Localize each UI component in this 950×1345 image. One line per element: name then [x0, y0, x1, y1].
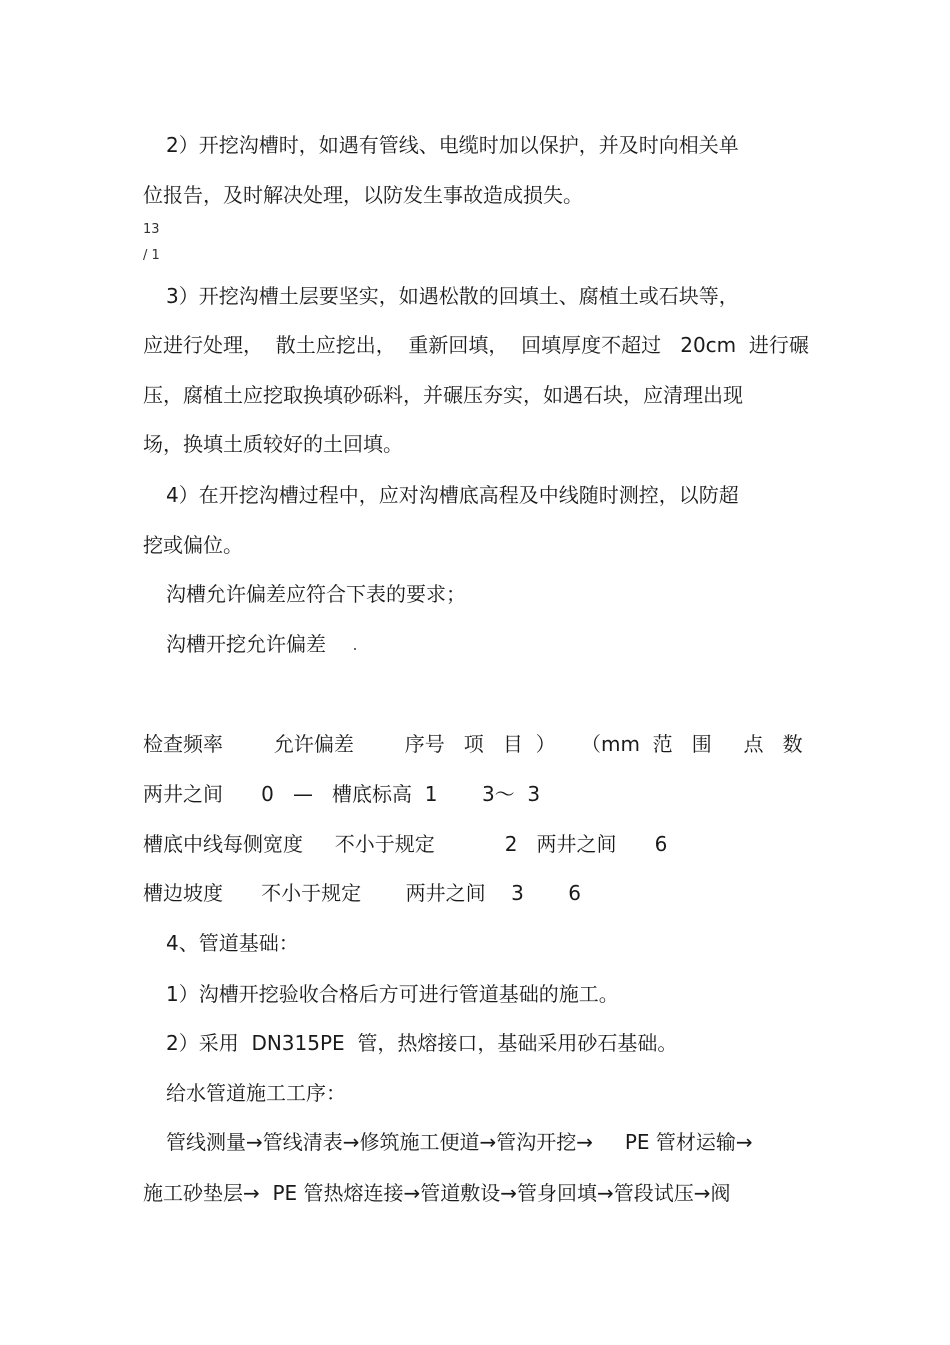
paragraph-line: 压，腐植土应挖取换填砂砾料，并碾压夯实，如遇石块，应清理出现 — [143, 383, 743, 407]
paragraph-line: 位报告，及时解决处理，以防发生事故造成损失。 — [143, 183, 583, 207]
page-number-top: 13 — [143, 222, 160, 237]
table-row: 两井之间 0 — 槽底标高 1 3～ 3 — [143, 782, 541, 806]
paragraph-line: 施工砂垫层→ PE 管热熔连接→管道敷设→管身回填→管段试压→阀 — [143, 1181, 731, 1205]
paragraph-line: 2）开挖沟槽时，如遇有管线、电缆时加以保护，并及时向相关单 — [166, 133, 739, 157]
page-number-bottom: / 1 — [143, 248, 160, 263]
paragraph-line: 2）采用 DN315PE 管，热熔接口，基础采用砂石基础。 — [166, 1031, 678, 1055]
paragraph-line: 给水管道施工工序： — [166, 1081, 346, 1105]
paragraph-line: 应进行处理， 散土应挖出， 重新回填， 回填厚度不超过 20cm 进行碾 — [143, 333, 809, 357]
paragraph-line: 1）沟槽开挖验收合格后方可进行管道基础的施工。 — [166, 982, 619, 1006]
paragraph-line: 场，换填土质较好的土回填。 — [143, 432, 403, 456]
paragraph-line: 管线测量→管线清表→修筑施工便道→管沟开挖→ PE 管材运输→ — [166, 1130, 753, 1154]
table-header-row: 检查频率 允许偏差 序号 项 目 ） （mm 范 围 点 数 — [143, 732, 803, 756]
table-caption: 沟槽开挖允许偏差 — [166, 632, 326, 656]
paragraph-line: 挖或偏位。 — [143, 533, 243, 557]
paragraph-line: 3）开挖沟槽土层要坚实，如遇松散的回填土、腐植土或石块等， — [166, 284, 739, 308]
section-heading: 4、管道基础： — [166, 931, 299, 955]
table-row: 槽底中线每侧宽度 不小于规定 2 两井之间 6 — [143, 832, 668, 856]
table-row: 槽边坡度 不小于规定 两井之间 3 6 — [143, 881, 582, 905]
paragraph-line: 4）在开挖沟槽过程中，应对沟槽底高程及中线随时测控，以防超 — [166, 483, 739, 507]
paragraph-line: 沟槽允许偏差应符合下表的要求； — [166, 582, 466, 606]
stray-mark — [354, 648, 356, 650]
